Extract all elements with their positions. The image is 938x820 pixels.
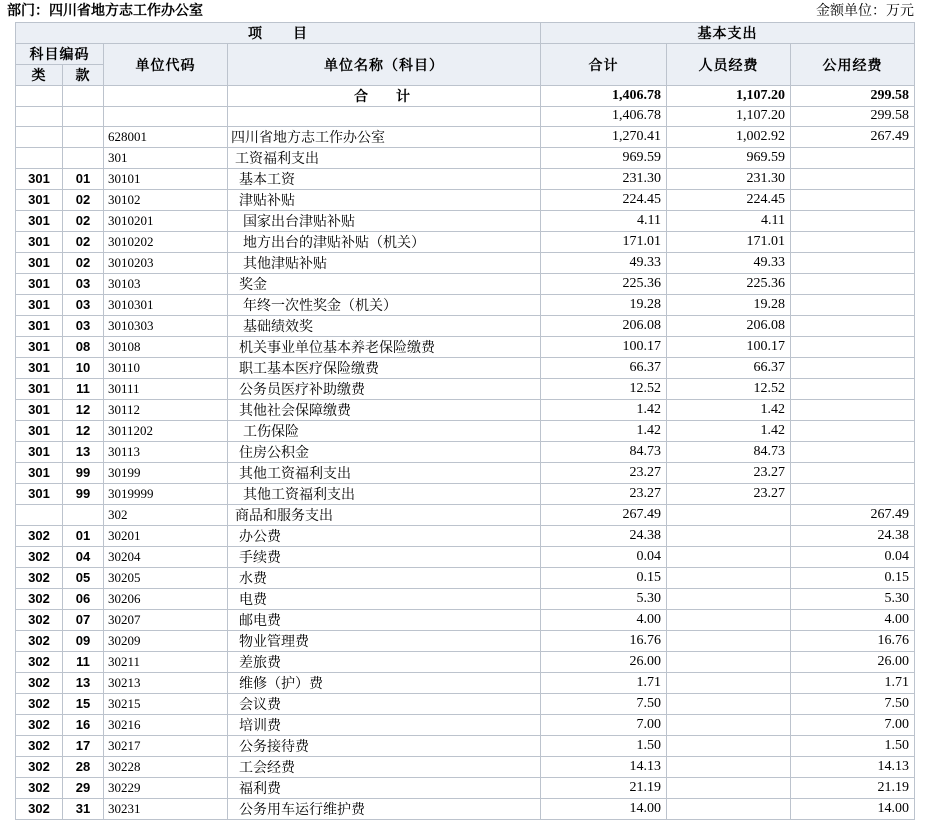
table-row bbox=[16, 315, 915, 336]
table-row bbox=[16, 609, 915, 630]
table-row bbox=[16, 294, 915, 315]
cell-unit-name: 工伤保险 bbox=[228, 420, 541, 441]
cell-category-code: 302 bbox=[16, 798, 63, 819]
cell-category-code: 301 bbox=[16, 378, 63, 399]
table-row bbox=[16, 107, 915, 127]
cell-public-funds bbox=[791, 231, 915, 252]
cell-section-code: 11 bbox=[63, 378, 104, 399]
cell-personnel-funds bbox=[667, 651, 791, 672]
cell-total: 225.36 bbox=[541, 273, 667, 294]
cell-unit-name: 工会经费 bbox=[228, 756, 541, 777]
cell-category-code: 302 bbox=[16, 588, 63, 609]
cell-category-code bbox=[16, 126, 63, 147]
cell-public-funds bbox=[791, 210, 915, 231]
cell-category-code: 302 bbox=[16, 672, 63, 693]
cell-personnel-funds bbox=[667, 567, 791, 588]
cell-unit-name: 商品和服务支出 bbox=[228, 504, 541, 525]
cell-section-code: 02 bbox=[63, 210, 104, 231]
cell-total: 1.50 bbox=[541, 735, 667, 756]
cell-section-code: 16 bbox=[63, 714, 104, 735]
cell-category-code: 302 bbox=[16, 609, 63, 630]
cell-public-funds bbox=[791, 399, 915, 420]
cell-unit-code: 30199 bbox=[104, 462, 228, 483]
cell-category-code: 301 bbox=[16, 168, 63, 189]
cell-unit-name: 物业管理费 bbox=[228, 630, 541, 651]
cell-total: 23.27 bbox=[541, 483, 667, 504]
cell-public-funds: 299.58 bbox=[791, 107, 915, 127]
cell-total: 16.76 bbox=[541, 630, 667, 651]
table-row bbox=[16, 567, 915, 588]
cell-unit-name: 其他工资福利支出 bbox=[228, 483, 541, 504]
cell-unit-code: 3010301 bbox=[104, 294, 228, 315]
cell-category-code: 302 bbox=[16, 777, 63, 798]
cell-section-code: 12 bbox=[63, 399, 104, 420]
table-row bbox=[16, 777, 915, 798]
cell-section-code bbox=[63, 504, 104, 525]
table-row bbox=[16, 357, 915, 378]
header-unit-code: 单位代码 bbox=[104, 44, 228, 86]
cell-total: 14.00 bbox=[541, 798, 667, 819]
cell-category-code bbox=[16, 147, 63, 168]
cell-public-funds: 0.15 bbox=[791, 567, 915, 588]
cell-section-code: 06 bbox=[63, 588, 104, 609]
cell-public-funds bbox=[791, 462, 915, 483]
cell-unit-name: 住房公积金 bbox=[228, 441, 541, 462]
cell-total: 267.49 bbox=[541, 504, 667, 525]
cell-unit-code: 30205 bbox=[104, 567, 228, 588]
cell-total: 19.28 bbox=[541, 294, 667, 315]
cell-unit-code: 30229 bbox=[104, 777, 228, 798]
cell-total: 206.08 bbox=[541, 315, 667, 336]
cell-unit-code: 3019999 bbox=[104, 483, 228, 504]
cell-public-funds bbox=[791, 273, 915, 294]
table-body bbox=[16, 86, 915, 820]
cell-section-code: 13 bbox=[63, 441, 104, 462]
cell-public-funds bbox=[791, 357, 915, 378]
cell-section-code: 17 bbox=[63, 735, 104, 756]
table-row bbox=[16, 504, 915, 525]
cell-unit-name: 其他社会保障缴费 bbox=[228, 399, 541, 420]
cell-personnel-funds bbox=[667, 777, 791, 798]
cell-personnel-funds: 231.30 bbox=[667, 168, 791, 189]
cell-personnel-funds: 1,107.20 bbox=[667, 86, 791, 107]
cell-public-funds bbox=[791, 147, 915, 168]
cell-unit-name: 其他津贴补贴 bbox=[228, 252, 541, 273]
cell-personnel-funds: 23.27 bbox=[667, 462, 791, 483]
cell-public-funds: 16.76 bbox=[791, 630, 915, 651]
cell-personnel-funds bbox=[667, 714, 791, 735]
cell-unit-code: 3010201 bbox=[104, 210, 228, 231]
cell-total: 66.37 bbox=[541, 357, 667, 378]
cell-unit-code: 30228 bbox=[104, 756, 228, 777]
cell-unit-name: 福利费 bbox=[228, 777, 541, 798]
cell-category-code: 301 bbox=[16, 252, 63, 273]
cell-personnel-funds: 1.42 bbox=[667, 399, 791, 420]
table-row bbox=[16, 399, 915, 420]
cell-section-code: 28 bbox=[63, 756, 104, 777]
cell-section-code bbox=[63, 86, 104, 107]
cell-unit-code: 30201 bbox=[104, 525, 228, 546]
department-label: 部门：四川省地方志工作办公室 bbox=[7, 4, 203, 19]
cell-unit-code: 30108 bbox=[104, 336, 228, 357]
cell-unit-code: 30211 bbox=[104, 651, 228, 672]
header-basic-expenditure: 基本支出 bbox=[541, 23, 915, 44]
cell-section-code: 02 bbox=[63, 231, 104, 252]
cell-total: 14.13 bbox=[541, 756, 667, 777]
cell-public-funds: 14.13 bbox=[791, 756, 915, 777]
cell-section-code: 01 bbox=[63, 168, 104, 189]
cell-section-code: 10 bbox=[63, 357, 104, 378]
cell-category-code: 301 bbox=[16, 399, 63, 420]
cell-total: 7.50 bbox=[541, 693, 667, 714]
cell-section-code: 04 bbox=[63, 546, 104, 567]
cell-total: 23.27 bbox=[541, 462, 667, 483]
header-public-funds: 公用经费 bbox=[791, 44, 915, 86]
cell-personnel-funds: 12.52 bbox=[667, 378, 791, 399]
table-row bbox=[16, 798, 915, 819]
cell-unit-code: 3010303 bbox=[104, 315, 228, 336]
header-total: 合计 bbox=[541, 44, 667, 86]
cell-public-funds: 4.00 bbox=[791, 609, 915, 630]
cell-category-code bbox=[16, 107, 63, 127]
cell-unit-name: 办公费 bbox=[228, 525, 541, 546]
header-personnel-funds: 人员经费 bbox=[667, 44, 791, 86]
cell-section-code bbox=[63, 147, 104, 168]
cell-section-code: 01 bbox=[63, 525, 104, 546]
table-row bbox=[16, 147, 915, 168]
header-unit-name: 单位名称（科目） bbox=[228, 44, 541, 86]
cell-section-code: 02 bbox=[63, 189, 104, 210]
cell-category-code: 302 bbox=[16, 567, 63, 588]
cell-total: 171.01 bbox=[541, 231, 667, 252]
cell-category-code: 302 bbox=[16, 714, 63, 735]
cell-unit-code: 3011202 bbox=[104, 420, 228, 441]
cell-unit-name: 四川省地方志工作办公室 bbox=[228, 126, 541, 147]
cell-category-code: 301 bbox=[16, 441, 63, 462]
cell-unit-code: 30113 bbox=[104, 441, 228, 462]
cell-section-code: 08 bbox=[63, 336, 104, 357]
cell-total: 231.30 bbox=[541, 168, 667, 189]
cell-unit-code: 301 bbox=[104, 147, 228, 168]
cell-unit-code: 30101 bbox=[104, 168, 228, 189]
cell-personnel-funds bbox=[667, 630, 791, 651]
cell-public-funds: 26.00 bbox=[791, 651, 915, 672]
header-section: 款 bbox=[63, 65, 104, 86]
cell-public-funds: 267.49 bbox=[791, 126, 915, 147]
cell-unit-code: 3010202 bbox=[104, 231, 228, 252]
cell-category-code: 301 bbox=[16, 483, 63, 504]
cell-unit-code: 30103 bbox=[104, 273, 228, 294]
cell-public-funds bbox=[791, 189, 915, 210]
table-row bbox=[16, 546, 915, 567]
cell-public-funds: 1.50 bbox=[791, 735, 915, 756]
cell-total: 969.59 bbox=[541, 147, 667, 168]
cell-section-code: 03 bbox=[63, 273, 104, 294]
cell-unit-name: 公务员医疗补助缴费 bbox=[228, 378, 541, 399]
cell-unit-name: 水费 bbox=[228, 567, 541, 588]
cell-unit-name: 电费 bbox=[228, 588, 541, 609]
table-row bbox=[16, 252, 915, 273]
cell-total: 0.04 bbox=[541, 546, 667, 567]
cell-total: 5.30 bbox=[541, 588, 667, 609]
cell-section-code: 07 bbox=[63, 609, 104, 630]
cell-public-funds: 5.30 bbox=[791, 588, 915, 609]
table-row bbox=[16, 441, 915, 462]
cell-total: 12.52 bbox=[541, 378, 667, 399]
cell-total: 1,406.78 bbox=[541, 86, 667, 107]
cell-unit-code: 30217 bbox=[104, 735, 228, 756]
cell-section-code: 03 bbox=[63, 294, 104, 315]
table-row bbox=[16, 378, 915, 399]
cell-section-code: 13 bbox=[63, 672, 104, 693]
cell-personnel-funds bbox=[667, 609, 791, 630]
cell-unit-name: 其他工资福利支出 bbox=[228, 462, 541, 483]
cell-unit-name: 职工基本医疗保险缴费 bbox=[228, 357, 541, 378]
cell-unit-name: 邮电费 bbox=[228, 609, 541, 630]
header-row-middle bbox=[16, 44, 915, 65]
cell-total: 49.33 bbox=[541, 252, 667, 273]
cell-unit-code bbox=[104, 86, 228, 107]
cell-category-code: 301 bbox=[16, 273, 63, 294]
cell-total: 4.11 bbox=[541, 210, 667, 231]
amount-unit-label: 金额单位：万元 bbox=[816, 4, 914, 19]
cell-section-code: 99 bbox=[63, 462, 104, 483]
cell-section-code: 11 bbox=[63, 651, 104, 672]
cell-unit-name: 国家出台津贴补贴 bbox=[228, 210, 541, 231]
cell-personnel-funds: 66.37 bbox=[667, 357, 791, 378]
cell-section-code: 09 bbox=[63, 630, 104, 651]
cell-total: 100.17 bbox=[541, 336, 667, 357]
table-row bbox=[16, 483, 915, 504]
cell-personnel-funds: 4.11 bbox=[667, 210, 791, 231]
cell-category-code bbox=[16, 504, 63, 525]
cell-personnel-funds: 100.17 bbox=[667, 336, 791, 357]
cell-category-code: 302 bbox=[16, 735, 63, 756]
cell-public-funds: 24.38 bbox=[791, 525, 915, 546]
cell-unit-name: 年终一次性奖金（机关） bbox=[228, 294, 541, 315]
cell-section-code bbox=[63, 126, 104, 147]
cell-personnel-funds bbox=[667, 735, 791, 756]
cell-public-funds: 7.50 bbox=[791, 693, 915, 714]
cell-category-code: 302 bbox=[16, 651, 63, 672]
table-row bbox=[16, 672, 915, 693]
cell-personnel-funds bbox=[667, 672, 791, 693]
cell-category-code: 302 bbox=[16, 630, 63, 651]
header-category: 类 bbox=[16, 65, 63, 86]
cell-unit-code: 30204 bbox=[104, 546, 228, 567]
cell-personnel-funds bbox=[667, 525, 791, 546]
cell-category-code: 302 bbox=[16, 546, 63, 567]
cell-public-funds bbox=[791, 420, 915, 441]
table-row bbox=[16, 630, 915, 651]
table-row bbox=[16, 651, 915, 672]
cell-total: 84.73 bbox=[541, 441, 667, 462]
cell-total: 7.00 bbox=[541, 714, 667, 735]
cell-unit-name: 基本工资 bbox=[228, 168, 541, 189]
cell-public-funds bbox=[791, 378, 915, 399]
cell-public-funds bbox=[791, 441, 915, 462]
cell-public-funds bbox=[791, 168, 915, 189]
cell-unit-code: 30215 bbox=[104, 693, 228, 714]
cell-public-funds: 14.00 bbox=[791, 798, 915, 819]
cell-unit-name: 机关事业单位基本养老保险缴费 bbox=[228, 336, 541, 357]
table-row bbox=[16, 735, 915, 756]
header-subject-code: 科目编码 bbox=[16, 44, 104, 65]
cell-category-code: 301 bbox=[16, 357, 63, 378]
table-row bbox=[16, 86, 915, 107]
cell-category-code bbox=[16, 86, 63, 107]
cell-category-code: 302 bbox=[16, 756, 63, 777]
cell-section-code: 31 bbox=[63, 798, 104, 819]
cell-section-code: 05 bbox=[63, 567, 104, 588]
cell-unit-name: 公务用车运行维护费 bbox=[228, 798, 541, 819]
cell-section-code: 99 bbox=[63, 483, 104, 504]
cell-section-code bbox=[63, 107, 104, 127]
cell-total: 0.15 bbox=[541, 567, 667, 588]
cell-section-code: 12 bbox=[63, 420, 104, 441]
cell-category-code: 302 bbox=[16, 693, 63, 714]
cell-category-code: 301 bbox=[16, 189, 63, 210]
cell-public-funds bbox=[791, 294, 915, 315]
table-row bbox=[16, 273, 915, 294]
table-row bbox=[16, 231, 915, 252]
table-row bbox=[16, 714, 915, 735]
cell-unit-name: 会议费 bbox=[228, 693, 541, 714]
cell-unit-name: 公务接待费 bbox=[228, 735, 541, 756]
budget-table bbox=[15, 22, 915, 820]
cell-personnel-funds: 1.42 bbox=[667, 420, 791, 441]
cell-public-funds: 299.58 bbox=[791, 86, 915, 107]
cell-personnel-funds: 206.08 bbox=[667, 315, 791, 336]
cell-unit-code: 30112 bbox=[104, 399, 228, 420]
cell-unit-code: 30206 bbox=[104, 588, 228, 609]
cell-category-code: 301 bbox=[16, 231, 63, 252]
cell-total: 4.00 bbox=[541, 609, 667, 630]
cell-personnel-funds bbox=[667, 756, 791, 777]
header-project: 项 目 bbox=[16, 23, 541, 44]
cell-unit-code: 30207 bbox=[104, 609, 228, 630]
table-row bbox=[16, 588, 915, 609]
cell-category-code: 301 bbox=[16, 462, 63, 483]
cell-total: 1,406.78 bbox=[541, 107, 667, 127]
cell-unit-code: 628001 bbox=[104, 126, 228, 147]
cell-unit-name: 工资福利支出 bbox=[228, 147, 541, 168]
table-row bbox=[16, 336, 915, 357]
cell-personnel-funds: 171.01 bbox=[667, 231, 791, 252]
cell-unit-name: 地方出台的津贴补贴（机关） bbox=[228, 231, 541, 252]
cell-public-funds: 1.71 bbox=[791, 672, 915, 693]
cell-section-code: 02 bbox=[63, 252, 104, 273]
cell-total: 1,270.41 bbox=[541, 126, 667, 147]
cell-category-code: 302 bbox=[16, 525, 63, 546]
cell-total: 24.38 bbox=[541, 525, 667, 546]
cell-section-code: 15 bbox=[63, 693, 104, 714]
header-row-top bbox=[16, 23, 915, 44]
cell-category-code: 301 bbox=[16, 420, 63, 441]
cell-personnel-funds bbox=[667, 693, 791, 714]
cell-personnel-funds: 23.27 bbox=[667, 483, 791, 504]
cell-unit-code: 30216 bbox=[104, 714, 228, 735]
cell-personnel-funds: 224.45 bbox=[667, 189, 791, 210]
cell-category-code: 301 bbox=[16, 210, 63, 231]
cell-total: 26.00 bbox=[541, 651, 667, 672]
cell-unit-code: 30209 bbox=[104, 630, 228, 651]
cell-personnel-funds bbox=[667, 798, 791, 819]
cell-unit-code bbox=[104, 107, 228, 127]
table-row bbox=[16, 210, 915, 231]
cell-personnel-funds: 225.36 bbox=[667, 273, 791, 294]
cell-personnel-funds bbox=[667, 504, 791, 525]
cell-unit-code: 30111 bbox=[104, 378, 228, 399]
title-bar bbox=[7, 2, 914, 21]
table-row bbox=[16, 462, 915, 483]
cell-personnel-funds: 969.59 bbox=[667, 147, 791, 168]
cell-personnel-funds: 84.73 bbox=[667, 441, 791, 462]
table-header bbox=[16, 23, 915, 86]
cell-personnel-funds: 1,002.92 bbox=[667, 126, 791, 147]
cell-unit-name: 合 计 bbox=[228, 86, 541, 107]
cell-unit-name: 津贴补贴 bbox=[228, 189, 541, 210]
table-row bbox=[16, 525, 915, 546]
cell-unit-name: 手续费 bbox=[228, 546, 541, 567]
table-row bbox=[16, 189, 915, 210]
cell-total: 1.42 bbox=[541, 399, 667, 420]
table-row bbox=[16, 126, 915, 147]
cell-unit-code: 30213 bbox=[104, 672, 228, 693]
cell-public-funds: 0.04 bbox=[791, 546, 915, 567]
cell-public-funds bbox=[791, 315, 915, 336]
cell-public-funds: 7.00 bbox=[791, 714, 915, 735]
cell-unit-name: 奖金 bbox=[228, 273, 541, 294]
cell-total: 224.45 bbox=[541, 189, 667, 210]
cell-unit-code: 30231 bbox=[104, 798, 228, 819]
cell-unit-name: 差旅费 bbox=[228, 651, 541, 672]
cell-unit-code: 302 bbox=[104, 504, 228, 525]
cell-public-funds: 21.19 bbox=[791, 777, 915, 798]
cell-total: 1.42 bbox=[541, 420, 667, 441]
cell-unit-name: 维修（护）费 bbox=[228, 672, 541, 693]
table-row bbox=[16, 756, 915, 777]
table-row bbox=[16, 420, 915, 441]
cell-category-code: 301 bbox=[16, 336, 63, 357]
cell-personnel-funds: 19.28 bbox=[667, 294, 791, 315]
cell-category-code: 301 bbox=[16, 294, 63, 315]
cell-section-code: 03 bbox=[63, 315, 104, 336]
cell-public-funds: 267.49 bbox=[791, 504, 915, 525]
cell-category-code: 301 bbox=[16, 315, 63, 336]
cell-total: 1.71 bbox=[541, 672, 667, 693]
table-row bbox=[16, 168, 915, 189]
cell-unit-name bbox=[228, 107, 541, 127]
cell-personnel-funds bbox=[667, 588, 791, 609]
cell-unit-name: 培训费 bbox=[228, 714, 541, 735]
cell-personnel-funds bbox=[667, 546, 791, 567]
cell-personnel-funds: 49.33 bbox=[667, 252, 791, 273]
cell-public-funds bbox=[791, 252, 915, 273]
cell-public-funds bbox=[791, 483, 915, 504]
cell-unit-name: 基础绩效奖 bbox=[228, 315, 541, 336]
cell-total: 21.19 bbox=[541, 777, 667, 798]
cell-public-funds bbox=[791, 336, 915, 357]
table-row bbox=[16, 693, 915, 714]
cell-unit-code: 30102 bbox=[104, 189, 228, 210]
cell-section-code: 29 bbox=[63, 777, 104, 798]
cell-unit-code: 30110 bbox=[104, 357, 228, 378]
cell-unit-code: 3010203 bbox=[104, 252, 228, 273]
cell-personnel-funds: 1,107.20 bbox=[667, 107, 791, 127]
